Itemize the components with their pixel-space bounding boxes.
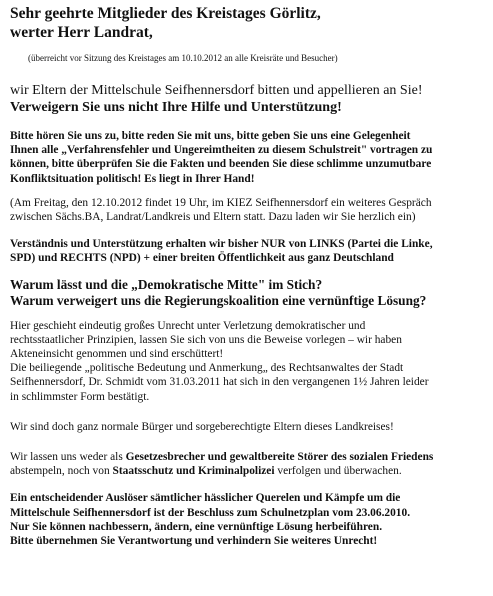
text-run: abstempeln, noch von [10,465,113,478]
paragraph-line: zwischen Sächs.BA, Landrat/Landkreis und Eltern statt. Dazu laden wir Sie herzlich ein) [10,211,416,224]
salutation [10,4,483,42]
request-paragraph [10,129,483,186]
support-paragraph [10,237,483,265]
paragraph-line: Nur Sie können nachbessern, ändern, eine vernünftige Lösung herbeiführen. [10,520,383,533]
paragraph-line: Seifhennersdorf, Dr. Schmidt vom 31.03.2011 hat sich in den vergangenen 1½ Jahren leider [10,376,429,389]
paragraph-line [10,450,483,464]
salutation-line: werter Herr Landrat, [10,24,153,41]
paragraph-line: können, bitte überprüfen Sie die Fakten und beenden Sie diese schlimme unzumutbare [10,158,432,171]
text-run: verfolgen und überwachen. [274,465,402,478]
heading-line: Warum verweigert uns die Regierungskoalition eine vernünftige Lösung? [10,292,427,308]
paragraph-line: Verständnis und Unterstützung erhalten wir bisher NUR von LINKS (Partei die Linke, [10,238,433,251]
paragraph-line: Die beiliegende „politische Bedeutung und Anmerkung„ des Rechtsanwaltes der Stadt [10,362,404,375]
invitation-paragraph [10,196,483,224]
emphasis-run: Staatsschutz und Kriminalpolizei [112,465,275,478]
paragraph-line: Hier geschieht eindeutig großes Unrecht unter Verletzung demokratischer und [10,319,366,332]
paragraph-line: Bitte hören Sie uns zu, bitte reden Sie mit uns, bitte geben Sie uns eine Gelegenheit [10,130,411,142]
paragraph-line [10,464,483,478]
paragraph-line: Bitte übernehmen Sie Verantwortung und verhindern Sie weiteres Unrecht! [10,535,378,548]
paragraph-line: rechtsstaatlicher Prinzipien, lassen Sie sich von uns die Beweise vorlegen – wir haben [10,333,402,346]
salutation-line: Sehr geehrte Mitglieder des Kreistages Görlitz, [10,5,321,22]
appeal-line: wir Eltern der Mittelschule Seifhennersdorf bitten und appellieren an Sie! [10,83,423,98]
stigma-paragraph [10,450,483,478]
appeal-headline: Verweigern Sie uns nicht Ihre Hilfe und Unterstützung! [10,100,342,115]
paragraph-line: (Am Freitag, den 12.10.2012 findet 19 Uhr, im KIEZ Seifhennersdorf ein weiteres Gespräch [10,196,432,209]
paragraph-line: Ein entscheidender Auslöser sämtlicher hässlicher Querelen und Kämpfe um die [10,492,401,505]
emphasis-run: Gesetzesbrecher und gewaltbereite Störer des sozialen Friedens [125,451,434,464]
paragraph-line: Mittelschule Seifhennersdorf ist der Beschluss zum Schulnetzplan vom 23.06.2010. [10,506,411,519]
paragraph-line: in schlimmster Form bestätigt. [10,390,150,403]
citizens-paragraph: Wir sind doch ganz normale Bürger und sorgeberechtigte Eltern dieses Landkreises! [10,420,394,433]
paragraph-line: Akteneinsicht genommen und sind erschüttert! [10,348,224,361]
text-run: Wir lassen uns weder als [10,451,126,464]
heading-line: Warum lässt und die „Demokratische Mitte" im Stich? [10,276,323,292]
handover-note: (überreicht vor Sitzung des Kreistages am 10.10.2012 an alle Kreisräte und Besucher) [28,53,338,63]
paragraph-line: Ihnen alle „Verfahrensfehler und Ungereimtheiten zu diesem Schulstreit" vortragen zu [10,144,433,157]
injustice-paragraph [10,319,483,404]
closing-paragraph [10,491,483,548]
question-heading [10,277,483,309]
paragraph-line: SPD) und RECHTS (NPD) + einer breiten Öffentlichkeit aus ganz Deutschland [10,252,394,265]
paragraph-line: Konfliktsituation politisch! Es liegt in Ihrer Hand! [10,172,255,185]
